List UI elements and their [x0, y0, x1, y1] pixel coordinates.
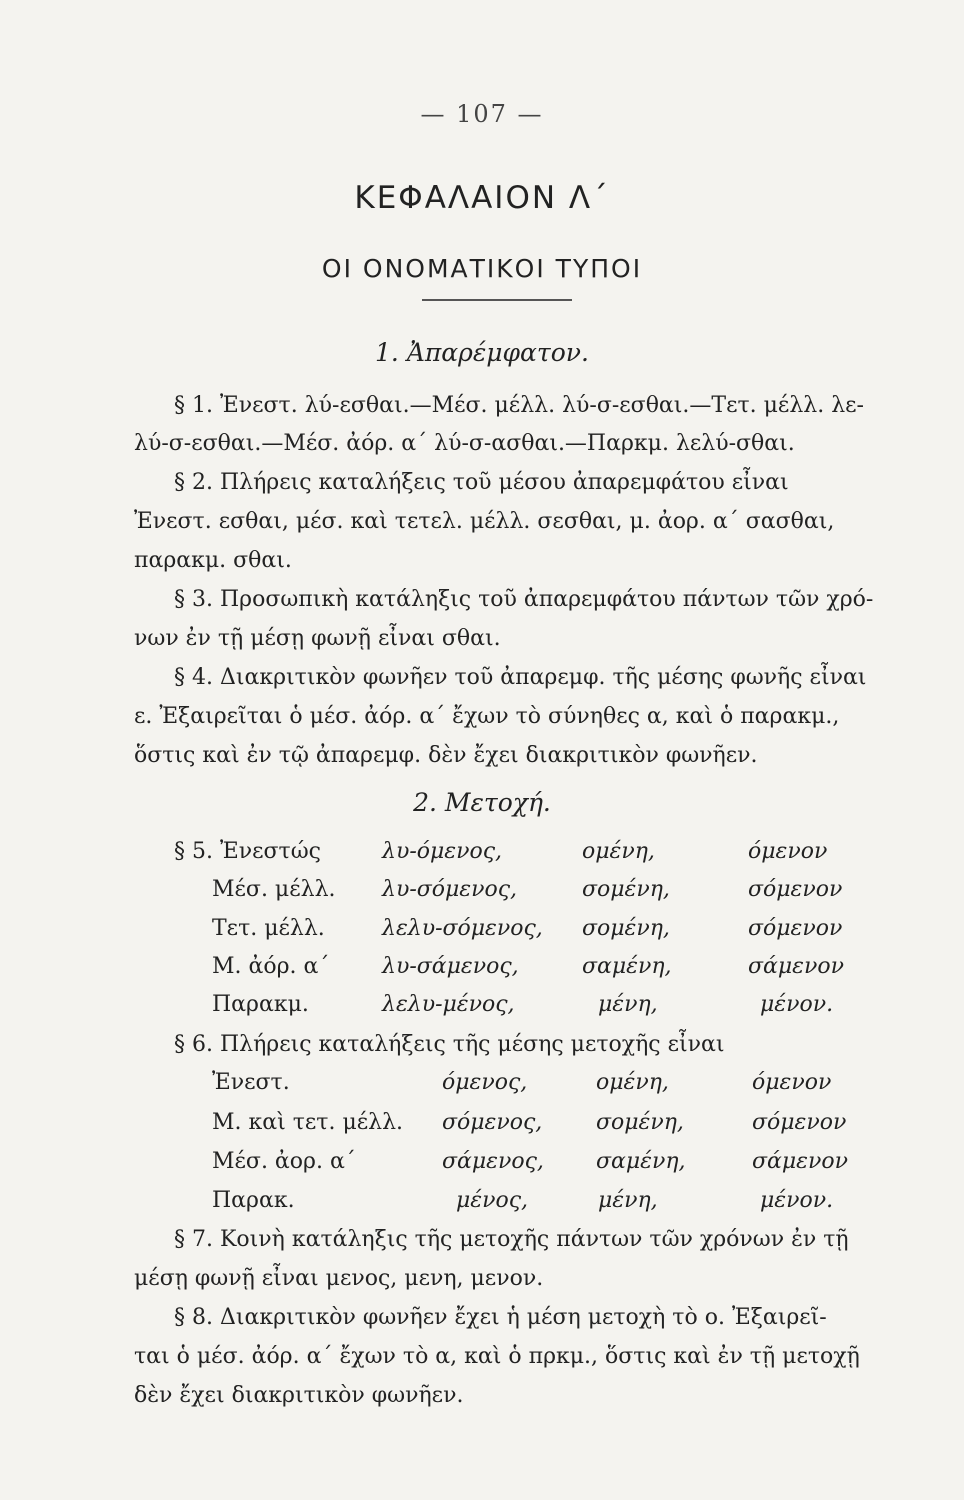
text-line: νων ἐν τῇ μέσῃ φωνῇ εἶναι σθαι.: [134, 626, 501, 651]
table-cell-neut: σόμενον: [748, 916, 843, 941]
table-cell-fem: σαμένη,: [596, 1149, 686, 1174]
table-cell-masc: λελυ-μένος,: [382, 992, 515, 1017]
table-cell-fem: ομένη,: [596, 1070, 669, 1095]
text-line: παρακμ. σθαι.: [134, 548, 292, 573]
table-cell-fem: μένη,: [598, 1188, 658, 1213]
text-line: § 1. Ἐνεστ. λύ-εσθαι.—Μέσ. μέλλ. λύ-σ-εσθαι.—Τετ. μέλλ. λε-: [174, 393, 864, 418]
table-cell-tense: Μέσ. ἀορ. α΄: [212, 1149, 356, 1174]
text-line: λύ-σ-εσθαι.—Μέσ. ἀόρ. α΄ λύ-σ-ασθαι.—Παρκμ. λελύ-σθαι.: [134, 431, 795, 456]
text-line: μέσῃ φωνῇ εἶναι μενος, μενη, μενον.: [134, 1266, 544, 1291]
text-line: ται ὁ μέσ. ἀόρ. α΄ ἔχων τὸ α, καὶ ὁ πρκμ., ὅστις καὶ ἐν τῇ μετοχῇ: [134, 1344, 860, 1369]
table-cell-fem: σομένη,: [596, 1110, 684, 1135]
text-line: § 8. Διακριτικὸν φωνῆεν ἔχει ἡ μέση μετοχὴ τὸ ο. Ἐξαιρεῖ-: [174, 1305, 827, 1330]
table-cell-masc: λελυ-σόμενος,: [382, 916, 543, 941]
chapter-title: ΚΕΦΑΛΑΙΟΝ Λ΄: [354, 180, 610, 216]
table-cell-fem: ομένη,: [582, 839, 655, 864]
table-cell-neut: σάμενον: [752, 1149, 848, 1174]
divider-rule: [422, 299, 572, 301]
table-cell-masc: λυ-σόμενος,: [382, 877, 518, 902]
table-cell-fem: σαμένη,: [582, 954, 672, 979]
text-line: § 4. Διακριτικὸν φωνῆεν τοῦ ἀπαρεμφ. τῆς μέσης φωνῆς εἶναι: [174, 665, 867, 690]
text-line: § 6. Πλήρεις καταλήξεις τῆς μέσης μετοχῆς εἶναι: [174, 1032, 725, 1057]
table-cell-neut: μένον.: [760, 1188, 834, 1213]
section-heading-participle: 2. Μετοχή.: [413, 788, 551, 817]
table-cell-masc: λυ-σάμενος,: [382, 954, 519, 979]
table-cell-neut: μένον.: [760, 992, 834, 1017]
table-cell-fem: σομένη,: [582, 877, 670, 902]
table-cell-masc: λυ-όμενος,: [382, 839, 503, 864]
text-line: § 3. Προσωπικὴ κατάληξις τοῦ ἀπαρεμφάτου πάντων τῶν χρό-: [174, 587, 874, 612]
text-line: § 7. Κοινὴ κατάληξις τῆς μετοχῆς πάντων τῶν χρόνων ἐν τῇ: [174, 1227, 849, 1252]
table-cell-neut: σάμενον: [748, 954, 844, 979]
table-cell-tense: Τετ. μέλλ.: [212, 916, 325, 941]
table-cell-tense: Παρακ.: [212, 1188, 295, 1213]
table-cell-masc: όμενος,: [442, 1070, 528, 1095]
table-cell-fem: μένη,: [598, 992, 658, 1017]
text-line: § 2. Πλήρεις καταλήξεις τοῦ μέσου ἀπαρεμφάτου εἶναι: [174, 470, 789, 495]
table-cell-tense: Ἐνεστ.: [212, 1070, 290, 1095]
table-cell-neut: σόμενον: [748, 877, 843, 902]
table-cell-neut: όμενον: [748, 839, 828, 864]
table-cell-tense: Μ. καὶ τετ. μέλλ.: [212, 1110, 404, 1135]
table-cell-neut: όμενον: [752, 1070, 832, 1095]
table-cell-tense: Μέσ. μέλλ.: [212, 877, 336, 902]
table-cell-tense: Μ. ἀόρ. α΄: [212, 954, 330, 979]
table-cell-masc: σόμενος,: [442, 1110, 543, 1135]
text-line: δὲν ἔχει διακριτικὸν φωνῆεν.: [134, 1383, 464, 1408]
chapter-subtitle: ΟΙ ΟΝΟΜΑΤΙΚΟΙ ΤΥΠΟΙ: [321, 254, 643, 283]
table-cell-neut: σόμενον: [752, 1110, 847, 1135]
table-cell-tense: Παρακμ.: [212, 992, 309, 1017]
text-line: ὅστις καὶ ἐν τῷ ἀπαρεμφ. δὲν ἔχει διακριτικὸν φωνῆεν.: [134, 743, 758, 768]
table-cell-masc: μένος,: [456, 1188, 529, 1213]
text-line: ε. Ἐξαιρεῖται ὁ μέσ. ἀόρ. α΄ ἔχων τὸ σύνηθες α, καὶ ὁ παρακμ.,: [134, 704, 840, 729]
page-number: — 107 —: [420, 100, 544, 128]
table-cell-tense: § 5. Ἐνεστώς: [174, 839, 321, 864]
text-line: Ἐνεστ. εσθαι, μέσ. καὶ τετελ. μέλλ. σεσθαι, μ. ἀορ. α΄ σασθαι,: [134, 509, 835, 534]
table-cell-masc: σάμενος,: [442, 1149, 544, 1174]
table-cell-fem: σομένη,: [582, 916, 670, 941]
section-heading-infinitive: 1. Ἀπαρέμφατον.: [375, 338, 589, 367]
